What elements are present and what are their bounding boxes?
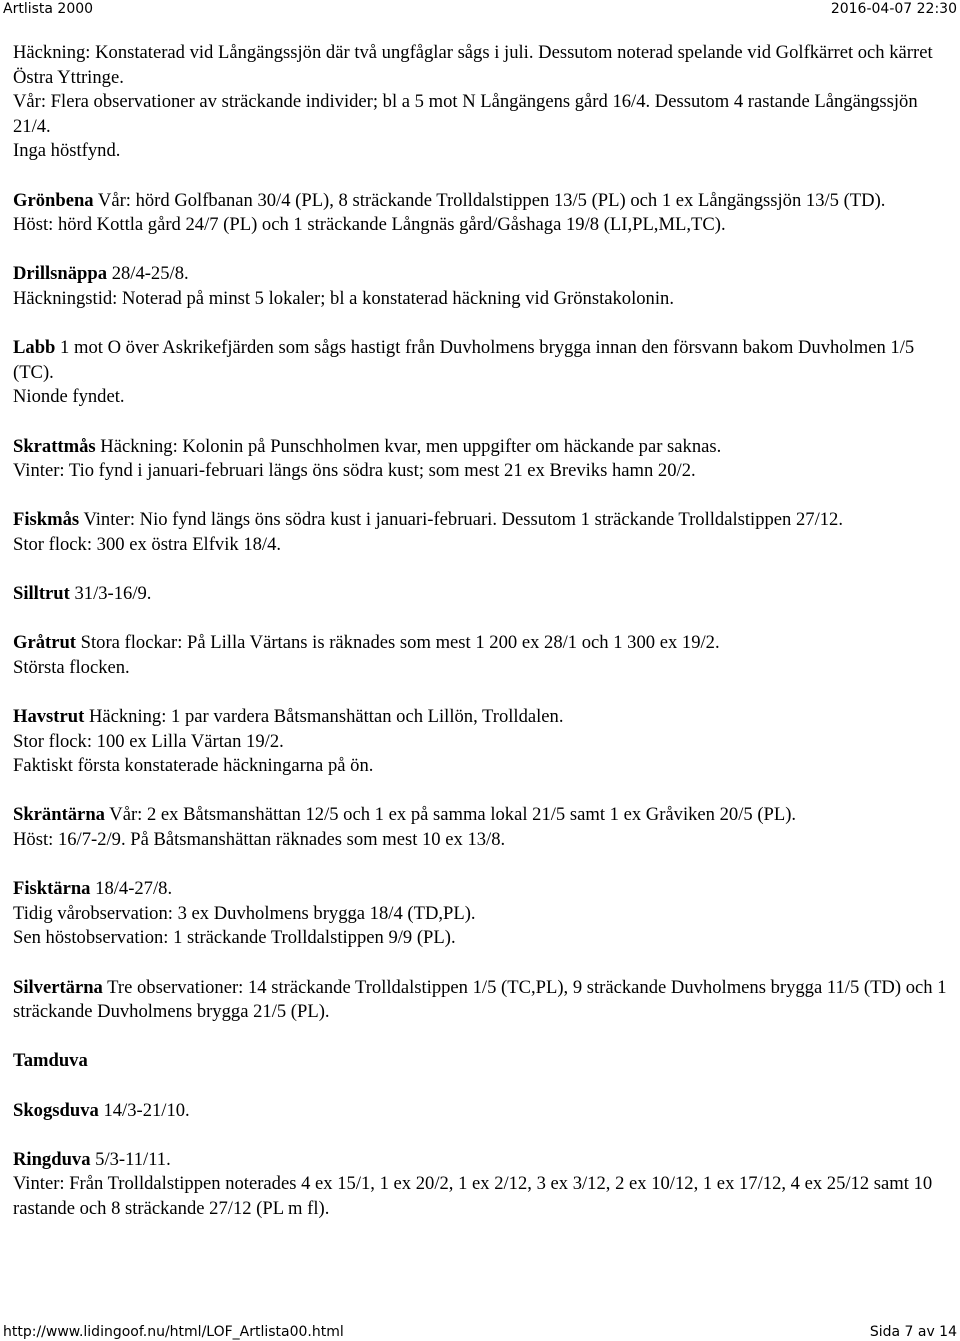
species-entry	[13, 877, 948, 951]
entry-line	[13, 926, 948, 951]
entry-text: Stor flock: 100 ex Lilla Värtan 19/2.	[13, 730, 284, 752]
entry-text: Vinter: Nio fynd längs öns södra kust i januari-februari. Dessutom 1 sträckande Trolldalstippen 27/12.	[83, 509, 843, 531]
entry-line	[13, 41, 948, 90]
entry-text: 1 mot O över Askrikefjärden som sågs hastigt från Duvholmens brygga innan den försvann bakom Duvholmen 1/5 (TC).	[13, 337, 915, 383]
entry-line	[13, 705, 948, 730]
species-entry	[13, 976, 948, 1025]
entry-line	[13, 508, 948, 533]
entry-text: Stora flockar: På Lilla Värtans is räknades som mest 1 200 ex 28/1 och 1 300 ex 19/2.	[80, 632, 720, 654]
entry-text: 5/3-11/11.	[95, 1148, 171, 1170]
entry-text: Höst: 16/7-2/9. På Båtsmanshättan räknades som mest 10 ex 13/8.	[13, 829, 506, 850]
species-entry	[13, 1099, 948, 1124]
entry-line	[13, 262, 948, 287]
species-name: Skogsduva	[13, 1099, 99, 1121]
page-footer	[0, 1323, 960, 1341]
entry-line	[13, 730, 948, 755]
species-name: Skrattmås	[13, 435, 96, 457]
entry-line	[13, 976, 948, 1025]
species-entry	[13, 435, 948, 484]
document-title: Artlista 2000	[3, 1, 94, 17]
entry-line	[13, 139, 948, 164]
entry-line	[13, 459, 948, 484]
entry-line	[13, 582, 948, 607]
entry-line	[13, 189, 948, 214]
species-name: Ringduva	[13, 1148, 91, 1170]
entry-text: 18/4-27/8.	[95, 878, 173, 900]
entry-text: Tidig vårobservation: 3 ex Duvholmens brygga 18/4 (TD,PL).	[13, 902, 476, 924]
species-name: Drillsnäppa	[13, 263, 108, 285]
entry-text: 28/4-25/8.	[111, 263, 189, 285]
print-timestamp: 2016-04-07 22:30	[830, 1, 957, 17]
entry-text: Vinter: Från Trolldalstippen noterades 4 ex 15/1, 1 ex 20/2, 1 ex 2/12, 3 ex 3/12, 2 ex 10/12, 1 ex 17/12, 4 ex 25/12 samt 10 rastande och 8 sträckande 27/12 (PL m fl).	[13, 1173, 933, 1219]
entry-line	[13, 902, 948, 927]
entry-text: Höst: hörd Kottla gård 24/7 (PL) och 1 sträckande Långnäs gård/Gåshaga 19/8 (LI,PL,ML,TC).	[13, 214, 726, 236]
species-name: Havstrut	[13, 706, 85, 728]
species-list	[13, 41, 948, 1246]
entry-line	[13, 877, 948, 902]
species-entry	[13, 336, 948, 410]
species-name: Gråtrut	[13, 632, 76, 654]
entry-line	[13, 287, 948, 312]
species-entry	[13, 41, 948, 164]
species-entry	[13, 803, 948, 852]
source-url: http://www.lidingoof.nu/html/LOF_Artlista00.html	[3, 1324, 344, 1340]
species-entry	[13, 631, 948, 680]
page-number: Sida 7 av 14	[869, 1324, 957, 1340]
page-header	[0, 0, 960, 20]
entry-text: 31/3-16/9.	[74, 583, 152, 605]
entry-line	[13, 385, 948, 410]
entry-text: Vår: hörd Golfbanan 30/4 (PL), 8 sträckande Trolldalstippen 13/5 (PL) och 1 ex Långängssjön 13/5 (TD).	[97, 189, 886, 211]
species-entry	[13, 508, 948, 557]
entry-text: Vår: Flera observationer av sträckande individer; bl a 5 mot N Långängens gård 16/4. Dessutom 4 rastande Långängssjön 21/4.	[13, 91, 918, 137]
entry-line	[13, 656, 948, 681]
entry-line	[13, 90, 948, 139]
entry-line	[13, 1099, 948, 1124]
entry-line	[13, 1148, 948, 1173]
entry-line	[13, 533, 948, 558]
species-entry	[13, 1148, 948, 1222]
species-entry	[13, 189, 948, 238]
species-name: Skräntärna	[13, 804, 105, 826]
entry-text: Häckning: Kolonin på Punschholmen kvar, men uppgifter om häckande par saknas.	[100, 435, 722, 457]
entry-line	[13, 1172, 948, 1221]
species-name: Grönbena	[13, 189, 94, 211]
entry-text: Häckning: 1 par vardera Båtsmanshättan och Lillön, Trolldalen.	[88, 706, 564, 728]
entry-text: Inga höstfynd.	[13, 140, 121, 162]
species-name: Fiskmås	[13, 509, 80, 531]
entry-line	[13, 803, 948, 828]
species-name: Labb	[13, 337, 56, 359]
entry-line	[13, 631, 948, 656]
species-entry	[13, 705, 948, 779]
entry-text: Häckning: Konstaterad vid Långängssjön där två ungfåglar sågs i juli. Dessutom noterad spelande vid Golfkärret och kärret Östra Yttringe.	[13, 42, 933, 88]
entry-line	[13, 435, 948, 460]
species-entry	[13, 1049, 948, 1074]
species-entry	[13, 262, 948, 311]
species-name: Silvertärna	[13, 976, 103, 998]
entry-text: Vinter: Tio fynd i januari-februari längs öns södra kust; som mest 21 ex Breviks hamn 20/2.	[13, 460, 696, 482]
entry-text: Sen höstobservation: 1 sträckande Trolldalstippen 9/9 (PL).	[13, 927, 456, 949]
entry-text: Stor flock: 300 ex östra Elfvik 18/4.	[13, 533, 282, 555]
entry-text: Största flocken.	[13, 656, 130, 678]
species-name: Fisktärna	[13, 878, 91, 900]
entry-text: Häckningstid: Noterad på minst 5 lokaler; bl a konstaterad häckning vid Grönstakolonin.	[13, 287, 674, 309]
entry-text: 14/3-21/10.	[103, 1099, 190, 1121]
species-entry	[13, 582, 948, 607]
species-name: Tamduva	[13, 1050, 88, 1072]
entry-text: Tre observationer: 14 sträckande Trolldalstippen 1/5 (TC,PL), 9 sträckande Duvholmens brygga 11/5 (TD) och 1 sträckande Duvholmens brygga 21/5 (PL).	[13, 976, 947, 1023]
entry-line	[13, 336, 948, 385]
entry-line	[13, 213, 948, 238]
entry-text: Vår: 2 ex Båtsmanshättan 12/5 och 1 ex på samma lokal 21/5 samt 1 ex Gråviken 20/5 (PL).	[109, 804, 797, 826]
entry-text: Faktiskt första konstaterade häckningarna på ön.	[13, 755, 374, 777]
entry-line	[13, 754, 948, 779]
entry-line	[13, 828, 948, 853]
entry-text: Nionde fyndet.	[13, 386, 125, 408]
species-name: Silltrut	[13, 583, 70, 605]
